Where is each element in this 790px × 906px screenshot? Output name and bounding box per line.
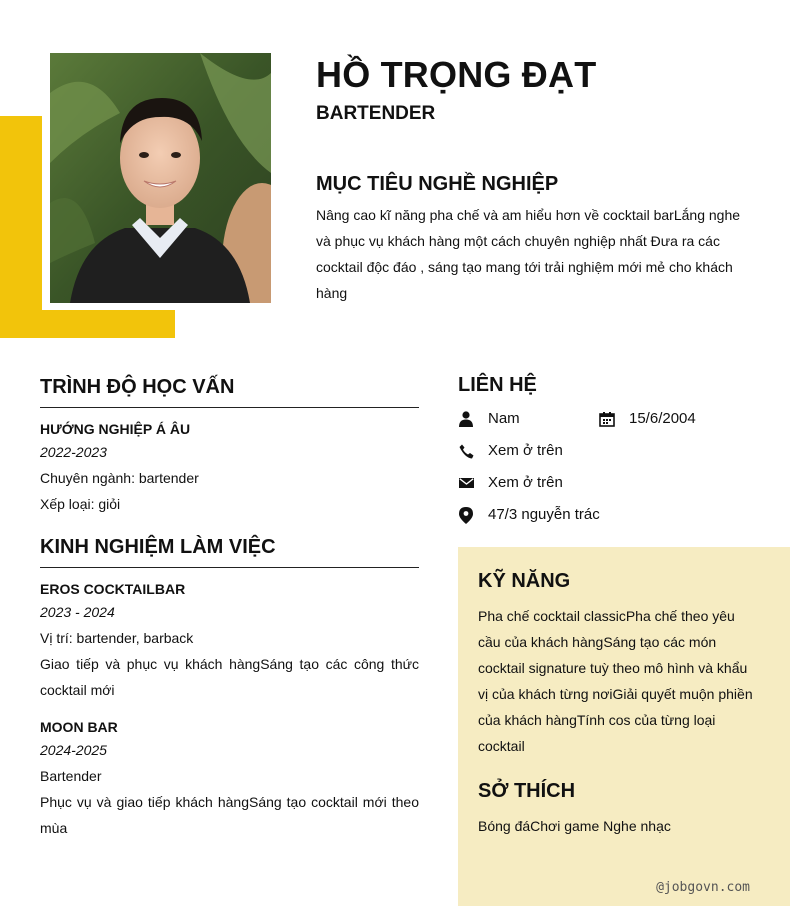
- decor-yellow-bar-left: [0, 116, 42, 338]
- hobbies-title: SỞ THÍCH: [478, 780, 576, 802]
- experience-section: [40, 535, 419, 841]
- company-name: EROS COCKTAILBAR: [40, 581, 186, 597]
- experience-description: Phục vụ và giao tiếp khách hàngSáng tạo cocktail mới theo mùa: [40, 794, 419, 836]
- education-title: TRÌNH ĐỘ HỌC VẤN: [40, 376, 235, 398]
- contact-section: [458, 373, 778, 531]
- experience-title: KINH NGHIỆM LÀM VIỆC: [40, 536, 276, 558]
- gender-value: Nam: [488, 410, 520, 427]
- experience-date: 2024-2025: [40, 742, 107, 758]
- contact-title: LIÊN HỆ: [458, 374, 537, 396]
- hobbies-text: Bóng đáChơi game Nghe nhạc: [478, 818, 671, 834]
- left-column: [40, 375, 419, 855]
- career-objective-section: [316, 172, 746, 306]
- skills-title: KỸ NĂNG: [478, 570, 571, 592]
- education-date: 2022-2023: [40, 444, 107, 460]
- experience-date: 2023 - 2024: [40, 604, 115, 620]
- email-value[interactable]: Xem ở trên: [488, 474, 563, 491]
- candidate-name: HỒ TRỌNG ĐẠT: [316, 54, 597, 95]
- location-pin-icon: [458, 507, 474, 523]
- decor-yellow-bar-bottom: [0, 310, 175, 338]
- experience-role: Bartender: [40, 768, 102, 784]
- experience-role: Vị trí: bartender, barback: [40, 630, 194, 646]
- contact-row-email: [458, 467, 778, 499]
- experience-item: [40, 717, 419, 841]
- skills-text: Pha chế cocktail classicPha chế theo yêu cầu của khách hàngSáng tạo các món cocktail signature tuỳ theo mô hình và khẩu vị của khách từng nơiGiải quyết muộn phiền của khách hàngTính cos của từng loại cocktail: [478, 608, 753, 754]
- contact-gender: [458, 409, 599, 429]
- job-title: BARTENDER: [316, 103, 436, 124]
- phone-icon: [458, 443, 474, 459]
- education-section: [40, 375, 419, 517]
- watermark: @jobgovn.com: [656, 880, 750, 895]
- contact-row-gender-birthday: [458, 403, 778, 435]
- calendar-icon: [599, 411, 615, 427]
- education-grade: Xếp loại: giỏi: [40, 496, 121, 512]
- objective-text: Nâng cao kĩ năng pha chế và am hiểu hơn về cocktail barLắng nghe và phục vụ khách hàng một cách chuyên nghiệp nhất Đưa ra các cocktail độc đáo , sáng tạo mang tới trải nghiệm mới mẻ cho khách hàng: [316, 207, 741, 301]
- education-divider: [40, 407, 419, 408]
- skills-hobbies-panel: [458, 547, 790, 906]
- experience-description: Giao tiếp và phục vụ khách hàngSáng tạo các công thức cocktail mới: [40, 656, 419, 698]
- address-value: 47/3 nguyễn trác: [488, 506, 600, 523]
- person-icon: [458, 411, 474, 427]
- company-name: MOON BAR: [40, 719, 118, 735]
- objective-title: MỤC TIÊU NGHỀ NGHIỆP: [316, 173, 559, 195]
- contact-birthday: [599, 409, 696, 429]
- phone-value[interactable]: Xem ở trên: [488, 442, 563, 459]
- contact-row-address: [458, 499, 778, 531]
- contact-row-phone: [458, 435, 778, 467]
- school-name: HƯỚNG NGHIỆP Á ÂU: [40, 421, 191, 437]
- birthday-value: 15/6/2004: [629, 410, 696, 427]
- mail-icon: [458, 475, 474, 491]
- experience-divider: [40, 567, 419, 568]
- profile-photo: [50, 53, 271, 303]
- education-major: Chuyên ngành: bartender: [40, 470, 199, 486]
- experience-item: [40, 579, 419, 703]
